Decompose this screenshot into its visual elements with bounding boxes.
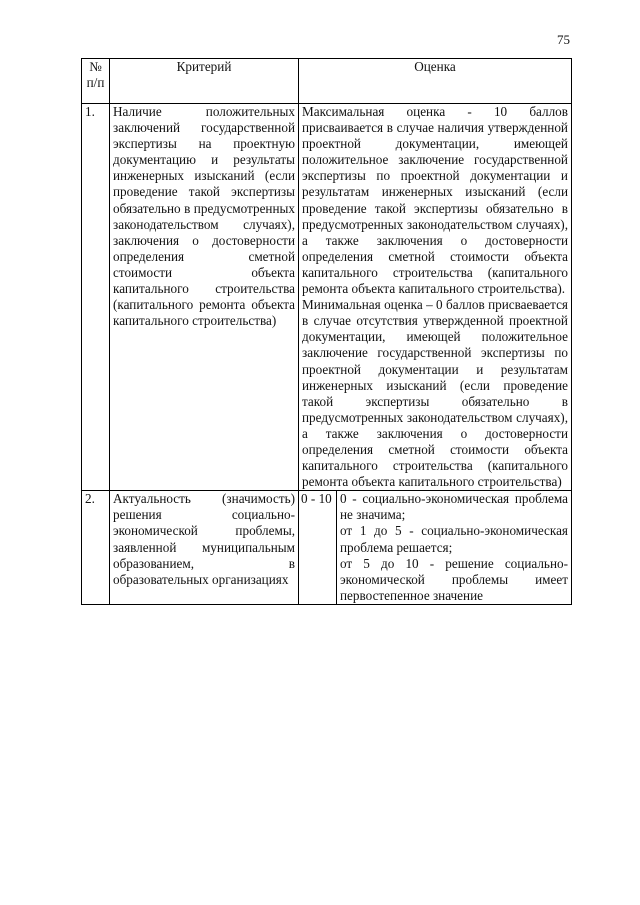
- score-scale-cell: [337, 491, 572, 605]
- table-header-row: [82, 59, 572, 104]
- scale-item: от 5 до 10 - решение социально-экономической проблемы имеет первостепенное значение: [340, 555, 568, 603]
- criterion-cell: [110, 491, 299, 605]
- score-range: 0 - 10: [299, 491, 337, 605]
- criterion-cell: [110, 104, 299, 491]
- table-row: [82, 104, 572, 491]
- header-num: № п/п: [82, 59, 110, 104]
- scale-item: от 1 до 5 - социально-экономическая проблема решается;: [340, 523, 568, 555]
- assessment-min-text: Минимальная оценка – 0 баллов присваевается в случае отсутствия утвержденной проектной документации, имеющей положительное заключение государственной экспертизы по проектной документации и результатам инженерных изысканий (если проведение такой экспертизы обязательно в предусмотренных законодательством случаях), а также заключения о достоверности определения сметной стоимости объекта капитального строительства (капитального ремонта объекта капитального строительства): [302, 297, 568, 490]
- criterion-text: Наличие положительных заключений государственной экспертизы на проектную документацию и результаты инженерных изысканий (если проведение такой экспертизы обязательно в предусмотренных законодательством случаях), заключения о достоверности определения сметной стоимости объекта капитального строительства (капитального ремонта объекта капитального строительства): [113, 104, 295, 329]
- scale-item: 0 - социально-экономическая проблема не значима;: [340, 491, 568, 523]
- page-number: 75: [557, 32, 570, 47]
- assessment-max-text: Максимальная оценка - 10 баллов присваивается в случае наличия утвержденной проектной документации, имеющей положительное заключение государственной экспертизы по проектной документации и результатам инженерных изысканий (если проведение такой экспертизы обязательно в предусмотренных законодательством случаях), а также заключения о достоверности определения сметной стоимости объекта капитального строительства (капитального ремонта объекта капитального строительства).: [302, 104, 568, 297]
- assessment-cell: [299, 104, 572, 491]
- header-criterion: Критерий: [110, 59, 299, 104]
- row-number: 2.: [82, 491, 110, 605]
- row-number: 1.: [82, 104, 110, 491]
- criteria-table: [81, 58, 572, 605]
- criterion-text: Актуальность (значимость) решения социально-экономической проблемы, заявленной муниципальным образованием, в образовательных организациях: [113, 491, 295, 587]
- header-assessment: Оценка: [299, 59, 572, 104]
- table-row: [82, 491, 572, 605]
